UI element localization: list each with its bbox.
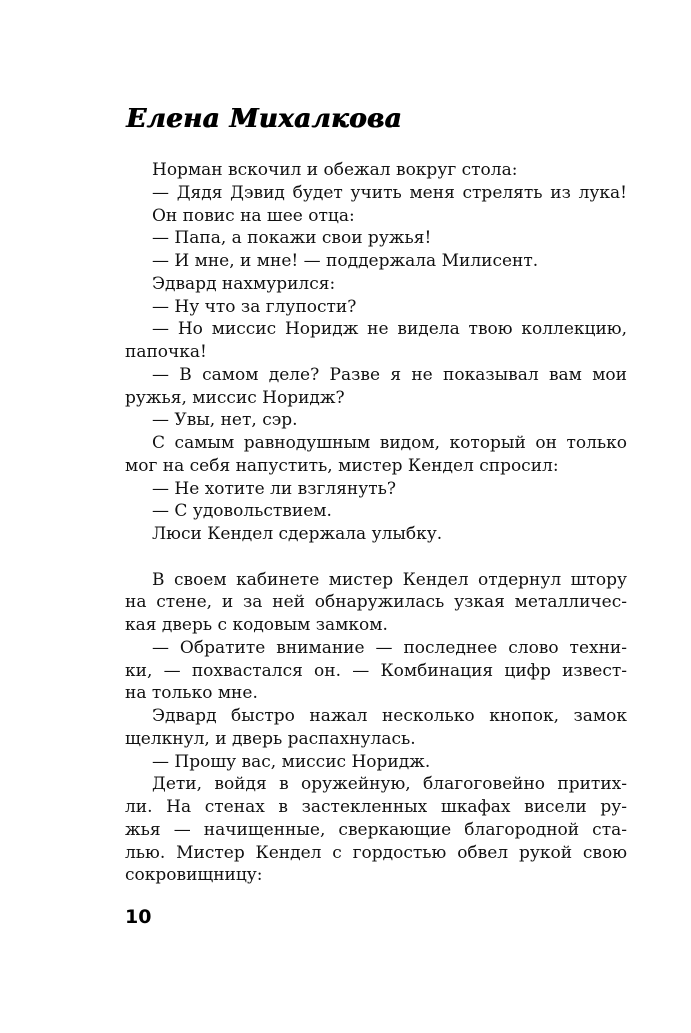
text-line: С самым равнодушным видом, который он только (152, 433, 627, 453)
text-line: Эдвард нахмурился: (152, 273, 336, 294)
text-line: ружья, миссис Норидж? (125, 387, 345, 408)
text-line: сокровищницу: (125, 865, 263, 886)
text-line: Он повис на шее отца: (152, 205, 355, 226)
text-line: В своем кабинете мистер Кендел отдернул штору (152, 569, 627, 590)
text-line: — Прошу вас, миссис Норидж. (152, 751, 431, 772)
running-header-author: Елена Михалкова (126, 104, 402, 134)
body-text (125, 159, 627, 887)
text-line: на стене, и за ней обнаружилась узкая металличес- (125, 592, 627, 613)
text-line: — Но миссис Норидж не видела твою коллекцию, (152, 319, 627, 340)
text-line: ки, — похвастался он. — Комбинация цифр извест- (125, 660, 627, 681)
text-line: на только мне. (125, 683, 258, 704)
text-line: щелкнул, и дверь распахнулась. (125, 728, 416, 749)
text-line: — С удовольствием. (152, 501, 332, 522)
text-line: — Не хотите ли взглянуть? (152, 478, 397, 499)
text-line: ли. На стенах в застекленных шкафах висели ру- (125, 797, 627, 817)
text-line: Люси Кендел сдержала улыбку. (152, 524, 443, 544)
text-line: папочка! (125, 342, 207, 362)
text-line: кая дверь с кодовым замком. (125, 615, 388, 635)
text-line: — И мне, и мне! — поддержала Милисент. (152, 251, 539, 271)
text-line: — Обратите внимание — последнее слово техни- (152, 637, 627, 658)
text-line: Дети, войдя в оружейную, благоговейно притих- (152, 774, 627, 795)
text-line: — Дядя Дэвид будет учить меня стрелять из лука! (152, 182, 627, 203)
text-line: жья — начищенные, сверкающие благородной ста- (125, 819, 627, 840)
text-line: — В самом деле? Разве я не показывал вам мои (152, 364, 627, 385)
text-line: — Папа, а покажи свои ружья! (152, 228, 432, 249)
page-number: 10 (125, 906, 152, 928)
blank-line (125, 546, 627, 569)
text-line: — Увы, нет, сэр. (152, 410, 298, 431)
text-line: лью. Мистер Кендел с гордостью обвел рукой свою (125, 842, 627, 863)
text-line: мог на себя напустить, мистер Кендел спросил: (125, 455, 559, 476)
text-line: — Ну что за глупости? (152, 296, 357, 317)
text-line: Эдвард быстро нажал несколько кнопок, замок (152, 706, 627, 726)
text-line: Норман вскочил и обежал вокруг стола: (152, 160, 518, 180)
